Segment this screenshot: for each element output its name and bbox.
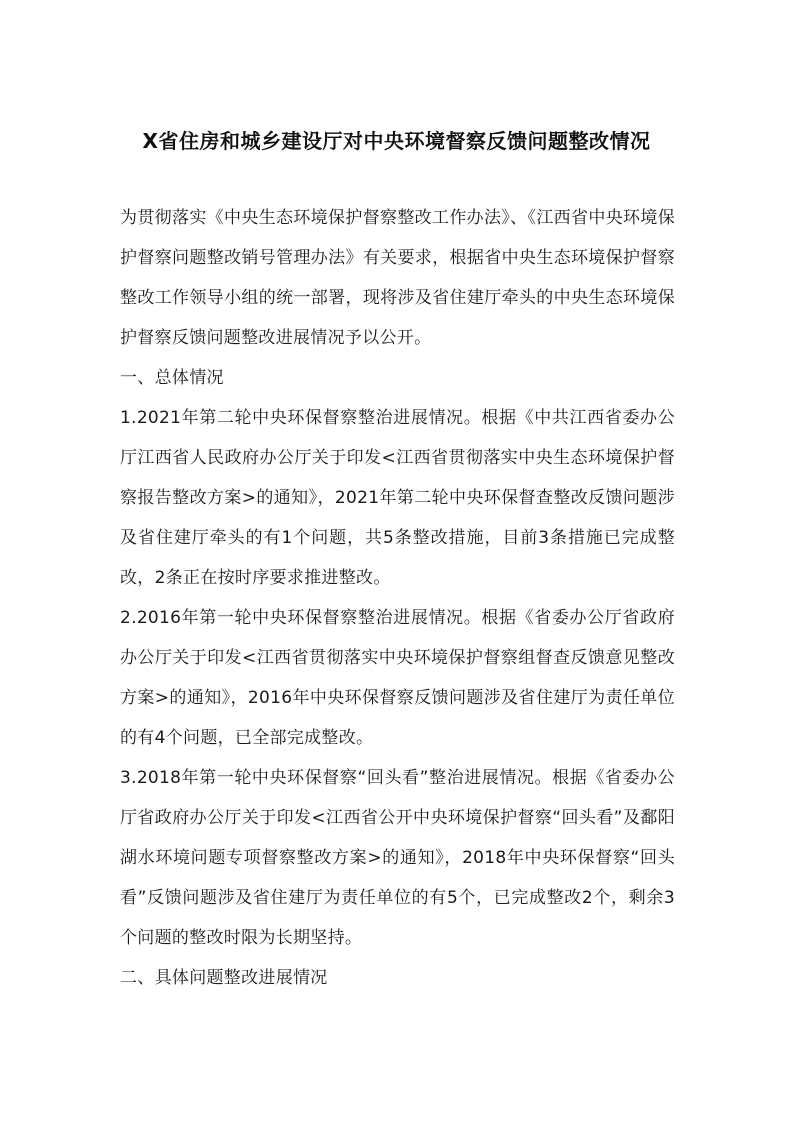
document-body (120, 198, 675, 998)
section-heading-details: 二、具体问题整改进展情况 (120, 968, 328, 988)
document-title: X省住房和城乡建设厅对中央环境督察反馈问题整改情况 (142, 129, 651, 153)
item-paragraph-2018: 3.2018年第一轮中央环保督察“回头看”整治进展情况。根据《省委办公厅省政府办公厅关于印发<江西省公开中央环境保护督察“回头看”及鄱阳湖水环境问题专项督察整改方案>的通知》，2018年中央环保督察“回头看”反馈问题涉及省住建厅为责任单位的有5个，已完成整改2个，剩余3个问题的整改时限为长期坚持。 (120, 768, 675, 948)
intro-paragraph: 为贯彻落实《中央生态环境保护督察整改工作办法》、《江西省中央环境保护督察问题整改销号管理办法》有关要求，根据省中央生态环境保护督察整改工作领导小组的统一部署，现将涉及省住建厅牵头的中央生态环境保护督察反馈问题整改进展情况予以公开。 (120, 208, 675, 348)
item-paragraph-2021: 1.2021年第二轮中央环保督察整治进展情况。根据《中共江西省委办公厅江西省人民政府办公厅关于印发<江西省贯彻落实中央生态环境保护督察报告整改方案>的通知》，2021年第二轮中央环保督查整改反馈问题涉及省住建厅牵头的有1个问题，共5条整改措施，目前3条措施已完成整改，2条正在按时序要求推进整改。 (120, 408, 675, 588)
item-paragraph-2016: 2.2016年第一轮中央环保督察整治进展情况。根据《省委办公厅省政府办公厅关于印发<江西省贯彻落实中央环境保护督察组督查反馈意见整改方案>的通知》，2016年中央环保督察反馈问题涉及省住建厅为责任单位的有4个问题，已全部完成整改。 (120, 608, 675, 748)
section-heading-overall: 一、总体情况 (120, 368, 224, 388)
